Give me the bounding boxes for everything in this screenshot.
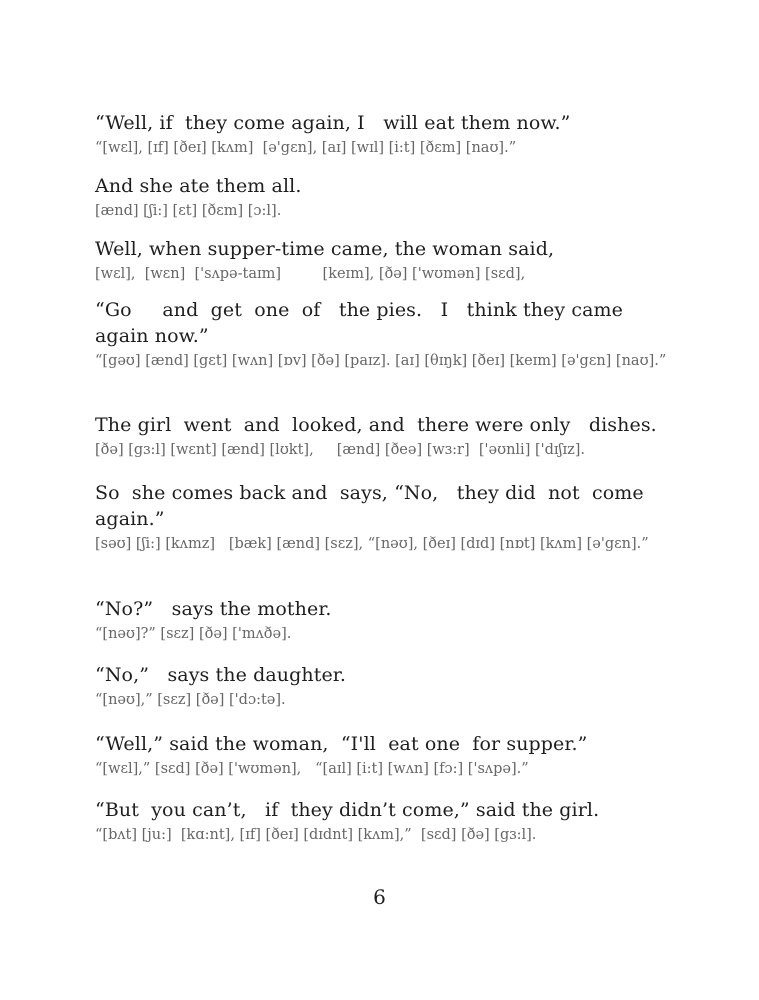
phonetic-transcription: “[wɛl],” [sɛd] [ðə] ['wʊmən], “[aɪl] [i:t] [wʌn] [fɔ:] ['sʌpə].” (95, 761, 529, 777)
phonetic-transcription: [ðə] [gɜ:l] [wɛnt] [ænd] [lʊkt], [ænd] [ðeə] [wɜ:r] ['əʊnli] ['dɪʃɪz]. (95, 442, 585, 458)
phonetic-transcription: [ænd] [ʃi:] [ɛt] [ðɛm] [ɔ:l]. (95, 203, 282, 219)
paragraph-9 (95, 731, 670, 781)
phonetic-transcription: “[nəʊ],” [sɛz] [ðə] ['dɔ:tə]. (95, 692, 286, 708)
sentence-text: And she ate them all. (95, 175, 302, 197)
phonetic-transcription: “[gəʊ] [ænd] [gɛt] [wʌn] [ɒv] [ðə] [paɪz]. [aɪ] [θɪŋk] [ðeɪ] [keɪm] [ə'gɛn] [naʊ].” (95, 353, 667, 369)
paragraph-5 (95, 412, 670, 462)
paragraph-6 (95, 480, 670, 556)
paragraph-7 (95, 596, 670, 646)
paragraph-3 (95, 236, 670, 286)
paragraph-2 (95, 173, 670, 223)
phonetic-transcription: [səʊ] [ʃi:] [kʌmz] [bæk] [ænd] [sɛz], “[nəʊ], [ðeɪ] [dɪd] [nɒt] [kʌm] [ə'gɛn].” (95, 536, 649, 552)
phonetic-transcription: “[wɛl], [ɪf] [ðeɪ] [kʌm] [ə'gɛn], [aɪ] [wɪl] [i:t] [ðɛm] [naʊ].” (95, 140, 517, 156)
sentence-text: “No,” says the daughter. (95, 664, 347, 686)
sentence-text: “But you can’t, if they didn’t come,” said the girl. (95, 799, 600, 821)
paragraph-10 (95, 797, 670, 847)
page-number: 6 (373, 885, 386, 909)
sentence-text: “Well, if they come again, I will eat them now.” (95, 112, 571, 134)
sentence-text: “Well,” said the woman, “I'll eat one for supper.” (95, 733, 588, 755)
phonetic-transcription: [wɛl], [wɛn] ['sʌpə-taɪm] [keɪm], [ðə] ['wʊmən] [sɛd], (95, 266, 526, 282)
paragraph-1 (95, 110, 670, 160)
sentence-text: Well, when supper-time came, the woman said, (95, 238, 555, 260)
phonetic-transcription: “[nəʊ]?” [sɛz] [ðə] ['mʌðə]. (95, 626, 292, 642)
phonetic-transcription: “[bʌt] [ju:] [kɑ:nt], [ɪf] [ðeɪ] [dɪdnt] [kʌm],” [sɛd] [ðə] [gɜ:l]. (95, 827, 537, 843)
sentence-text: So she comes back and says, “No, they did not come again.” (95, 482, 650, 530)
paragraph-8 (95, 662, 670, 712)
sentence-text: The girl went and looked, and there were only dishes. (95, 414, 657, 436)
paragraph-4 (95, 297, 670, 373)
sentence-text: “No?” says the mother. (95, 598, 332, 620)
sentence-text: “Go and get one of the pies. I think they came again now.” (95, 299, 630, 347)
